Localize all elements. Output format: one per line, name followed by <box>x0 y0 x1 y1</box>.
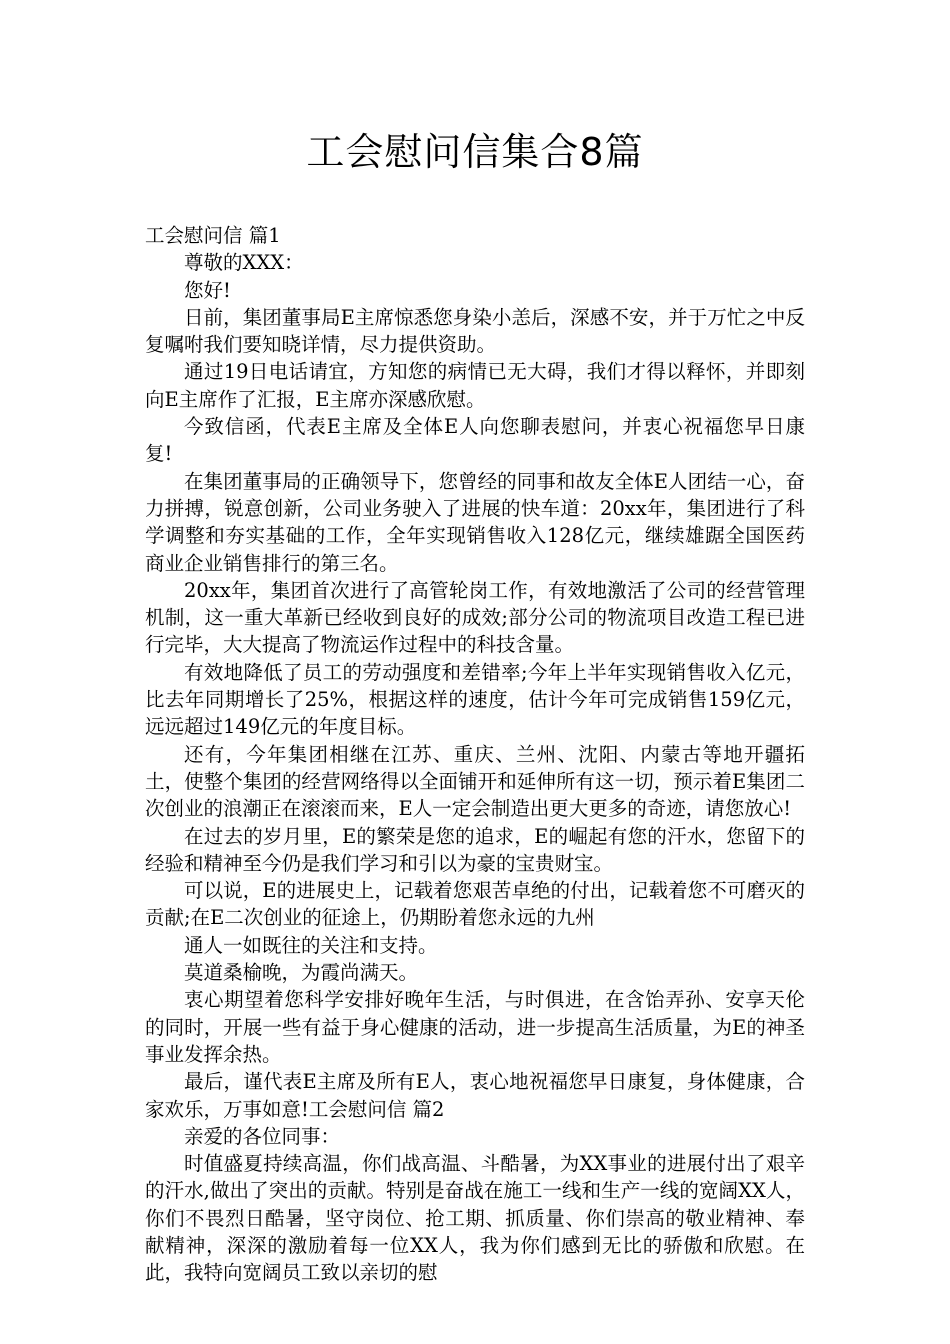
document-title: 工会慰问信集合8篇 <box>306 130 644 174</box>
paragraph: 可以说，E的进展史上，记载着您艰苦卓绝的付出，记载着您不可磨灭的贡献;在E二次创业的征途上，仍期盼着您永远的九州 <box>145 879 805 930</box>
paragraph: 还有，今年集团相继在江苏、重庆、兰州、沈阳、内蒙古等地开疆拓土，使整个集团的经营网络得以全面铺开和延伸所有这一切，预示着E集团二次创业的浪潮正在滚滚而来，E人一定会制造出更大更多的奇迹，请您放心! <box>145 742 805 821</box>
paragraph: 衷心期望着您科学安排好晚年生活，与时俱进，在含饴弄孙、安享天伦的同时，开展一些有益于身心健康的活动，进一步提高生活质量，为E的神圣事业发挥余热。 <box>145 988 805 1066</box>
section-heading: 工会慰问信 篇1 <box>145 224 281 247</box>
paragraph: 亲爱的各位同事： <box>184 1124 341 1148</box>
paragraph: 最后，谨代表E主席及所有E人，衷心地祝福您早日康复，身体健康，合家欢乐，万事如意!工会慰问信 篇2 <box>145 1070 805 1121</box>
paragraph: 您好! <box>184 278 231 302</box>
paragraph: 尊敬的XXX： <box>184 251 304 275</box>
paragraph: 20xx年，集团首次进行了高管轮岗工作，有效地激活了公司的经营管理机制，这一重大革新已经收到良好的成效;部分公司的物流项目改造工程已进行完毕，大大提高了物流运作过程中的科技含量。 <box>145 578 805 657</box>
paragraph: 时值盛夏持续高温，你们战高温、斗酷暑，为XX事业的进展付出了艰辛的汗水,做出了突出的贡献。特别是奋战在施工一线和生产一线的宽阔XX人，你们不畏烈日酷暑，坚守岗位、抢工期、抓质量、你们崇高的敬业精神、奉献精神，深深的激励着每一位XX人，我为你们感到无比的骄傲和欣慰。在此，我特向宽阔员工致以亲切的慰 <box>145 1152 805 1285</box>
paragraph: 有效地降低了员工的劳动强度和差错率;今年上半年实现销售收入亿元，比去年同期增长了25%，根据这样的速度，估计今年可完成销售159亿元，远远超过149亿元的年度目标。 <box>145 660 805 739</box>
paragraph: 在过去的岁月里，E的繁荣是您的追求，E的崛起有您的汗水，您留下的经验和精神至今仍是我们学习和引以为豪的宝贵财宝。 <box>145 824 805 875</box>
paragraph: 通过19日电话请宜，方知您的病情已无大碍，我们才得以释怀，并即刻向E主席作了汇报，E主席亦深感欣慰。 <box>145 360 805 411</box>
paragraph: 今致信函，代表E主席及全体E人向您聊表慰问，并衷心祝福您早日康复! <box>145 415 805 466</box>
paragraph: 日前，集团董事局E主席惊悉您身染小恙后，深感不安，并于万忙之中反复嘱咐我们要知晓详情，尽力提供资助。 <box>145 305 805 357</box>
paragraph: 在集团董事局的正确领导下，您曾经的同事和故友全体E人团结一心，奋力拼搏，锐意创新，公司业务驶入了进展的快车道：20xx年，集团进行了科学调整和夯实基础的工作，全年实现销售收入128亿元，继续雄踞全国医药商业企业销售排行的第三名。 <box>145 469 805 575</box>
paragraph: 莫道桑榆晚，为霞尚满天。 <box>184 961 419 985</box>
paragraph: 通人一如既往的关注和支持。 <box>184 933 438 957</box>
document-body <box>145 222 805 1287</box>
